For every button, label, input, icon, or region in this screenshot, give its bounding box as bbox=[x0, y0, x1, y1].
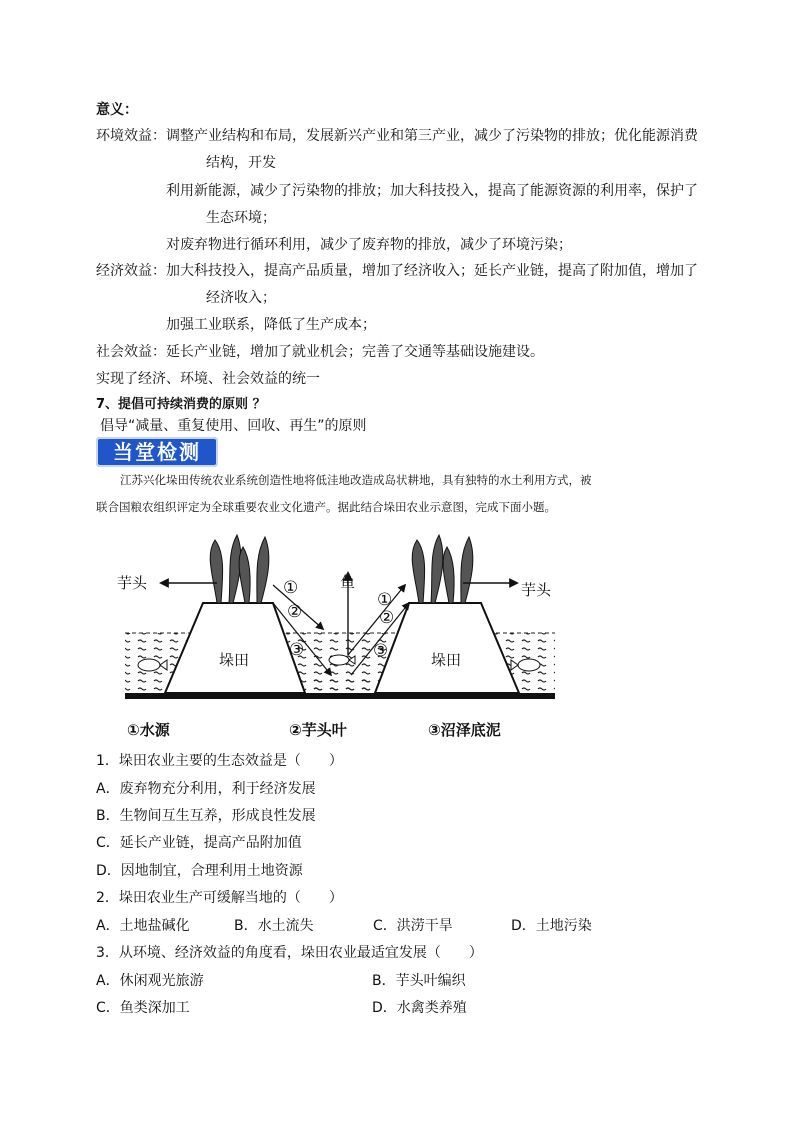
env-benefit-line-2: 利用新能源，减少了污染物的排放；加大科技投入，提高了能源资源的利用率，保护了 bbox=[166, 183, 698, 199]
econ-benefit-line-2: 加强工业联系，降低了生产成本； bbox=[166, 317, 376, 333]
q2-option-b[interactable]: B．水土流失 bbox=[234, 918, 314, 934]
label-c3-right: ③ bbox=[373, 641, 389, 661]
q3-stem: 3．从环境、经济效益的角度看，垛田农业最适宜发展（ ） bbox=[96, 945, 483, 961]
q1-option-b[interactable]: B．生物间互生互养，形成良性发展 bbox=[96, 808, 316, 824]
q3-option-a[interactable]: A．休闲观光旅游 bbox=[96, 973, 204, 989]
q1-option-a[interactable]: A．废弃物充分利用，利于经济发展 bbox=[96, 781, 316, 797]
intro-line-1: 江苏兴化垛田传统农业系统创造性地将低洼地改造成岛状耕地，具有独特的水土利用方式，被 bbox=[120, 473, 592, 487]
q1-option-d[interactable]: D．因地制宜，合理利用土地资源 bbox=[96, 863, 303, 879]
label-c1-left: ① bbox=[283, 578, 299, 598]
q7-answer: 倡导“减量、重复使用、回收、再生”的原则 bbox=[100, 418, 367, 434]
meaning-heading: 意义： bbox=[96, 102, 138, 118]
q3-option-c[interactable]: C．鱼类深加工 bbox=[96, 1000, 190, 1016]
label-field-right: 垛田 bbox=[431, 651, 462, 669]
right-field-shape bbox=[375, 603, 519, 693]
label-c3-left: ③ bbox=[289, 640, 305, 660]
econ-benefit-text: 加大科技投入，提高产品质量，增加了经济收入；延长产业链，提高了附加值，增加了 bbox=[166, 263, 698, 279]
env-benefit-line-1 bbox=[96, 126, 698, 146]
env-benefit-line-2b: 生态环境； bbox=[206, 210, 276, 226]
q7-title: 7、提倡可持续消费的原则 ？ bbox=[96, 397, 266, 412]
econ-benefit-label: 经济效益： bbox=[96, 263, 166, 279]
label-fish: 鱼 bbox=[340, 573, 356, 591]
q2-option-c[interactable]: C．洪涝干旱 bbox=[373, 918, 453, 934]
label-c1-right: ① bbox=[377, 590, 393, 610]
env-benefit-line-3: 对废弃物进行循环利用，减少了废弃物的排放，减少了环境污染； bbox=[166, 237, 572, 253]
social-benefit-line: 社会效益：延长产业链，增加了就业机会；完善了交通等基础设施建设。 bbox=[96, 344, 544, 360]
taro-plants-right bbox=[412, 535, 473, 603]
legend-water-source: ①水源 bbox=[127, 721, 170, 739]
label-taro-right: 芋头 bbox=[521, 581, 552, 599]
legend-swamp-mud: ③沼泽底泥 bbox=[428, 721, 501, 739]
q2-option-a[interactable]: A．土地盐碱化 bbox=[96, 918, 190, 934]
env-benefit-line-1b: 结构，开发 bbox=[206, 155, 276, 171]
econ-benefit-line-1 bbox=[96, 261, 698, 281]
q1-option-c[interactable]: C．延长产业链，提高产品附加值 bbox=[96, 835, 302, 851]
section-banner: 当堂检测 bbox=[96, 437, 218, 467]
taro-plants-left bbox=[210, 535, 269, 603]
label-taro-left: 芋头 bbox=[117, 574, 148, 592]
q2-stem: 2．垛田农业生产可缓解当地的（ ） bbox=[96, 890, 343, 906]
q3-option-b[interactable]: B．芋头叶编织 bbox=[372, 973, 466, 989]
econ-benefit-line-1b: 经济收入； bbox=[206, 290, 276, 306]
q3-option-d[interactable]: D．水禽类养殖 bbox=[372, 1000, 467, 1016]
intro-line-2: 联合国粮农组织评定为全球重要农业文化遗产。据此结合垛田农业示意图，完成下面小题。 bbox=[96, 500, 556, 514]
unify-line: 实现了经济、环境、社会效益的统一 bbox=[96, 371, 320, 387]
label-c2-left: ② bbox=[287, 602, 303, 622]
env-benefit-text: 调整产业结构和布局，发展新兴产业和第三产业，减少了污染物的排放；优化能源消费 bbox=[166, 128, 698, 144]
q2-option-d[interactable]: D．土地污染 bbox=[511, 918, 592, 934]
env-benefit-label: 环境效益： bbox=[96, 128, 166, 144]
duotian-diagram bbox=[105, 525, 575, 745]
legend-taro-leaf: ②芋头叶 bbox=[289, 721, 347, 739]
label-c2-right: ② bbox=[379, 608, 395, 628]
label-field-left: 垛田 bbox=[219, 651, 250, 669]
q1-stem: 1．垛田农业主要的生态效益是（ ） bbox=[96, 753, 343, 769]
